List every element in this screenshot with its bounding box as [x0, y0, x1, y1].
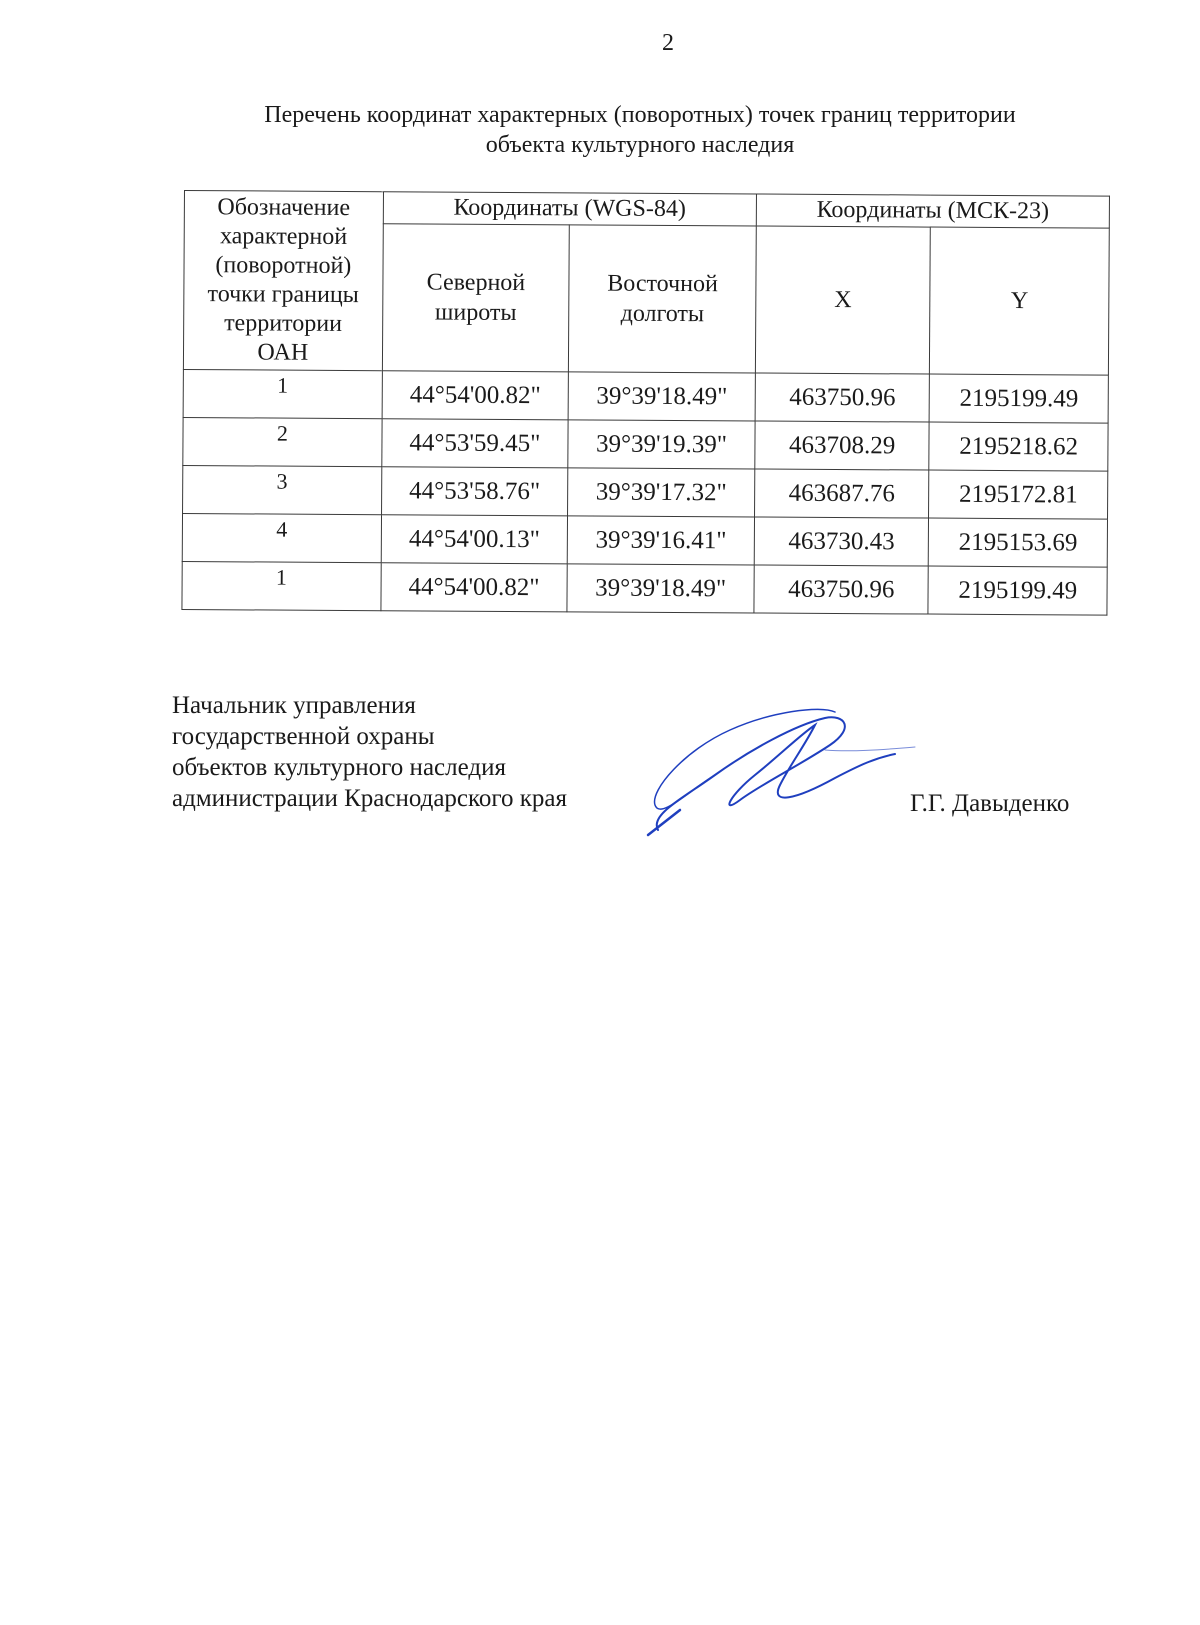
cell-latitude: 44°54'00.82" — [381, 563, 568, 612]
signer-name: Г.Г. Давыденко — [910, 790, 1070, 817]
header-longitude-line: долготы — [620, 300, 705, 327]
table-row — [182, 513, 1107, 567]
cell-x: 463750.96 — [754, 565, 929, 614]
header-point-line: Обозначение — [217, 194, 351, 222]
cell-y: 2195172.81 — [929, 470, 1108, 519]
cell-y: 2195199.49 — [930, 374, 1109, 423]
table-row — [183, 369, 1108, 423]
cell-y: 2195153.69 — [929, 518, 1108, 567]
signer-position-line: объектов культурного наследия — [172, 754, 506, 781]
table-row — [182, 561, 1107, 615]
header-wgs84: Координаты (WGS-84) — [383, 192, 756, 226]
cell-point: 2 — [183, 417, 382, 466]
header-point-designation — [183, 191, 383, 371]
header-longitude — [569, 224, 757, 373]
header-latitude — [382, 223, 570, 372]
table-row — [183, 417, 1108, 471]
coordinates-table — [181, 190, 1110, 616]
signer-position-line: администрации Краснодарского края — [172, 785, 568, 812]
cell-x: 463708.29 — [755, 421, 930, 470]
signer-position — [172, 690, 567, 814]
signer-position-line: Начальник управления — [172, 692, 416, 719]
header-latitude-line: широты — [434, 299, 517, 326]
header-point-line: ОАН — [257, 339, 309, 366]
header-msk23: Координаты (МСК-23) — [756, 194, 1109, 228]
title-line: Перечень координат характерных (поворотных) точек границ территории — [264, 102, 1016, 128]
title-line: объекта культурного наследия — [485, 132, 795, 158]
signature-icon — [620, 690, 920, 855]
cell-point: 1 — [182, 561, 381, 610]
signer-position-line: государственной охраны — [172, 723, 435, 750]
cell-x: 463750.96 — [755, 373, 930, 422]
cell-latitude: 44°53'58.76" — [381, 467, 568, 516]
cell-y: 2195199.49 — [928, 566, 1107, 615]
cell-point: 1 — [183, 369, 382, 418]
cell-point: 4 — [182, 513, 381, 562]
table-row — [183, 465, 1108, 519]
header-point-line: территории — [224, 310, 343, 337]
document-title — [180, 100, 1100, 160]
header-latitude-line: Северной — [426, 269, 526, 296]
header-point-line: (поворотной) — [215, 252, 352, 280]
header-longitude-line: Восточной — [607, 270, 718, 298]
cell-latitude: 44°54'00.13" — [381, 515, 568, 564]
cell-longitude: 39°39'16.41" — [568, 516, 755, 565]
cell-latitude: 44°53'59.45" — [382, 419, 569, 468]
cell-point: 3 — [183, 465, 382, 514]
header-point-line: характерной — [219, 223, 348, 250]
header-y: Y — [930, 227, 1109, 376]
cell-longitude: 39°39'17.32" — [568, 468, 755, 517]
header-point-line: точки границы — [207, 281, 359, 309]
cell-longitude: 39°39'18.49" — [567, 564, 754, 613]
cell-latitude: 44°54'00.82" — [382, 371, 569, 420]
cell-longitude: 39°39'18.49" — [568, 372, 755, 421]
cell-y: 2195218.62 — [929, 422, 1108, 471]
cell-longitude: 39°39'19.39" — [568, 420, 755, 469]
cell-x: 463730.43 — [754, 517, 929, 566]
cell-x: 463687.76 — [754, 469, 929, 518]
header-x: X — [755, 226, 930, 375]
page-number: 2 — [662, 30, 674, 56]
